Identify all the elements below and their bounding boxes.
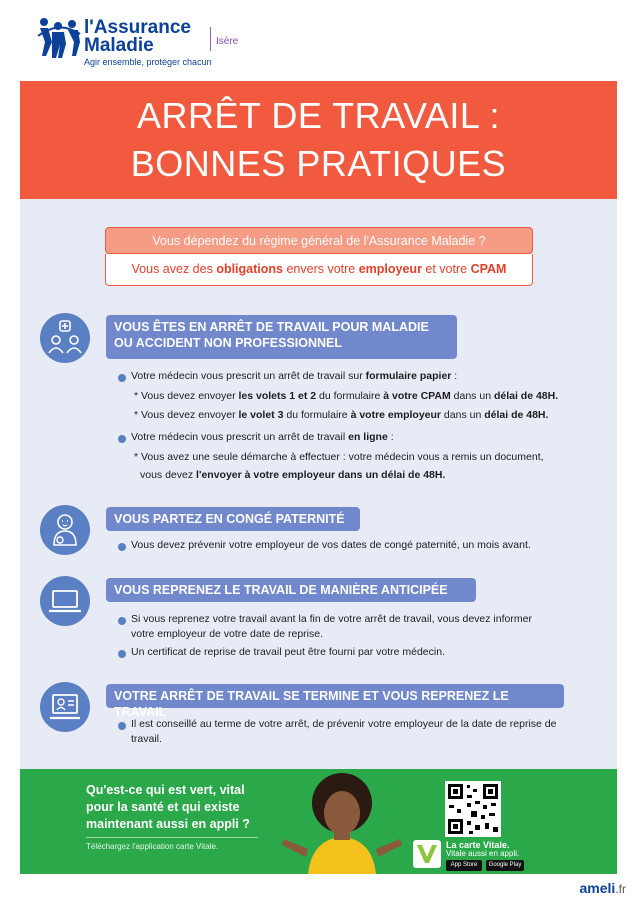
logo-tagline: Agir ensemble, protéger chacun xyxy=(84,57,212,67)
footer-download-text: Téléchargez l'application carte Vitale. xyxy=(86,842,219,851)
sub-bold: à votre employeur xyxy=(350,409,442,421)
banner-title-line2: BONNES PRATIQUES xyxy=(130,143,507,184)
site-tld: .fr xyxy=(615,882,626,896)
bullet-bold: formulaire papier xyxy=(365,370,452,382)
vitale-logo-icon xyxy=(413,840,441,868)
logo-divider xyxy=(210,27,211,51)
footer-divider xyxy=(86,837,258,838)
bullet-reprise-line2: votre employeur de votre date de reprise. xyxy=(131,628,324,640)
id-card-computer-icon xyxy=(40,682,90,732)
ameli-site-logo[interactable] xyxy=(580,880,626,896)
sub-text: dans un xyxy=(450,390,494,402)
sub-text: * Vous devez envoyer xyxy=(134,409,239,421)
title-banner xyxy=(20,81,617,199)
section-title-maladie xyxy=(106,315,457,359)
region-label: Isère xyxy=(216,36,239,47)
app-store-badge[interactable]: App Store xyxy=(446,860,482,871)
sub-volets-1-2 xyxy=(134,389,558,404)
section-title-paternite: VOUS PARTEZ EN CONGÉ PATERNITÉ xyxy=(106,507,360,531)
obligations-bold: obligations xyxy=(216,262,283,276)
sub-text: du formulaire xyxy=(316,390,384,402)
bullet-paternite: Vous devez prévenir votre employeur de vos dates de congé paternité, un mois avant. xyxy=(131,539,531,551)
qr-code[interactable] xyxy=(445,781,501,837)
regime-question: Vous dépendez du régime général de l'Assurance Maladie ? xyxy=(105,227,533,254)
obligations-text: envers votre xyxy=(282,262,359,276)
logo-title-line2: Maladie xyxy=(84,35,154,56)
vitale-app-banner xyxy=(20,769,617,874)
bullet-bold: en ligne xyxy=(348,431,388,443)
bullet-text: Votre médecin vous prescrit un arrêt de travail sur xyxy=(131,370,366,382)
logo-title-line1: l'Assurance xyxy=(84,17,191,38)
sub-volet-3 xyxy=(134,408,548,423)
sub-text: * Vous devez envoyer xyxy=(134,390,239,402)
vitale-app-label: Vitale aussi en appli. xyxy=(446,849,520,858)
bullet-reprise-line1: Si vous reprenez votre travail avant la fin de votre arrêt de travail, vous devez informer xyxy=(131,613,532,625)
banner-title-line1: ARRÊT DE TRAVAIL : xyxy=(136,95,501,136)
bullet-dot xyxy=(118,650,126,658)
bullet-fin-line1: Il est conseillé au terme de votre arrêt, de prévenir votre employeur de la date de reprise de xyxy=(131,718,557,730)
sub-envoyer-employeur xyxy=(140,468,445,483)
sub-seule-demarche: * Vous avez une seule démarche à effectuer : votre médecin vous a remis un document, xyxy=(134,451,544,463)
section-title-fin: VOTRE ARRÊT DE TRAVAIL SE TERMINE ET VOUS REPRENEZ LE TRAVAIL xyxy=(106,684,564,708)
section-title-anticipee: VOUS REPRENEZ LE TRAVAIL DE MANIÈRE ANTICIPÉE xyxy=(106,578,476,602)
bullet-en-ligne xyxy=(131,430,394,445)
bullet-dot xyxy=(118,374,126,382)
bullet-dot xyxy=(118,617,126,625)
baby-icon xyxy=(40,505,90,555)
bullet-text: Votre médecin vous prescrit un arrêt de travail xyxy=(131,431,349,443)
obligations-bold: CPAM xyxy=(470,262,507,276)
bullet-text: : xyxy=(387,431,394,443)
sub-bold: l'envoyer à votre employeur dans un délai de 48H. xyxy=(196,469,446,481)
woman-shrugging-photo xyxy=(278,769,408,874)
sub-bold: les volets 1 et 2 xyxy=(238,390,317,402)
vitale-card-label: La carte Vitale. xyxy=(446,840,510,850)
laptop-icon xyxy=(40,576,90,626)
bullet-text: : xyxy=(451,370,458,382)
footer-question-line3: maintenant aussi en appli ? xyxy=(86,817,250,831)
obligations-bold: employeur xyxy=(358,262,422,276)
obligations-statement xyxy=(105,254,533,286)
assurance-maladie-logo-icon xyxy=(34,12,84,62)
footer-question-line2: pour la santé et qui existe xyxy=(86,800,240,814)
obligations-text: Vous avez des xyxy=(131,262,217,276)
sub-text: vous devez xyxy=(140,469,197,481)
bullet-dot xyxy=(118,722,126,730)
doctor-patients-icon xyxy=(40,313,90,363)
sub-bold: délai de 48H. xyxy=(484,409,549,421)
sub-text: du formulaire xyxy=(283,409,351,421)
section-title-maladie-line1: VOUS ÊTES EN ARRÊT DE TRAVAIL POUR MALADIE xyxy=(114,320,429,334)
footer-question-line1: Qu'est-ce qui est vert, vital xyxy=(86,783,245,797)
bullet-dot xyxy=(118,435,126,443)
sub-bold: le volet 3 xyxy=(238,409,284,421)
google-play-badge[interactable]: Google Play xyxy=(486,860,524,871)
sub-text: dans un xyxy=(441,409,485,421)
sub-bold: à votre CPAM xyxy=(383,390,451,402)
bullet-fin-line2: travail. xyxy=(131,733,162,745)
obligations-text: et votre xyxy=(421,262,471,276)
bullet-papier xyxy=(131,369,457,384)
bullet-dot xyxy=(118,543,126,551)
bullet-certificat: Un certificat de reprise de travail peut être fourni par votre médecin. xyxy=(131,646,445,658)
section-title-maladie-line2: OU ACCIDENT NON PROFESSIONNEL xyxy=(114,336,343,350)
site-name: ameli xyxy=(579,880,616,896)
sub-bold: délai de 48H. xyxy=(493,390,559,402)
